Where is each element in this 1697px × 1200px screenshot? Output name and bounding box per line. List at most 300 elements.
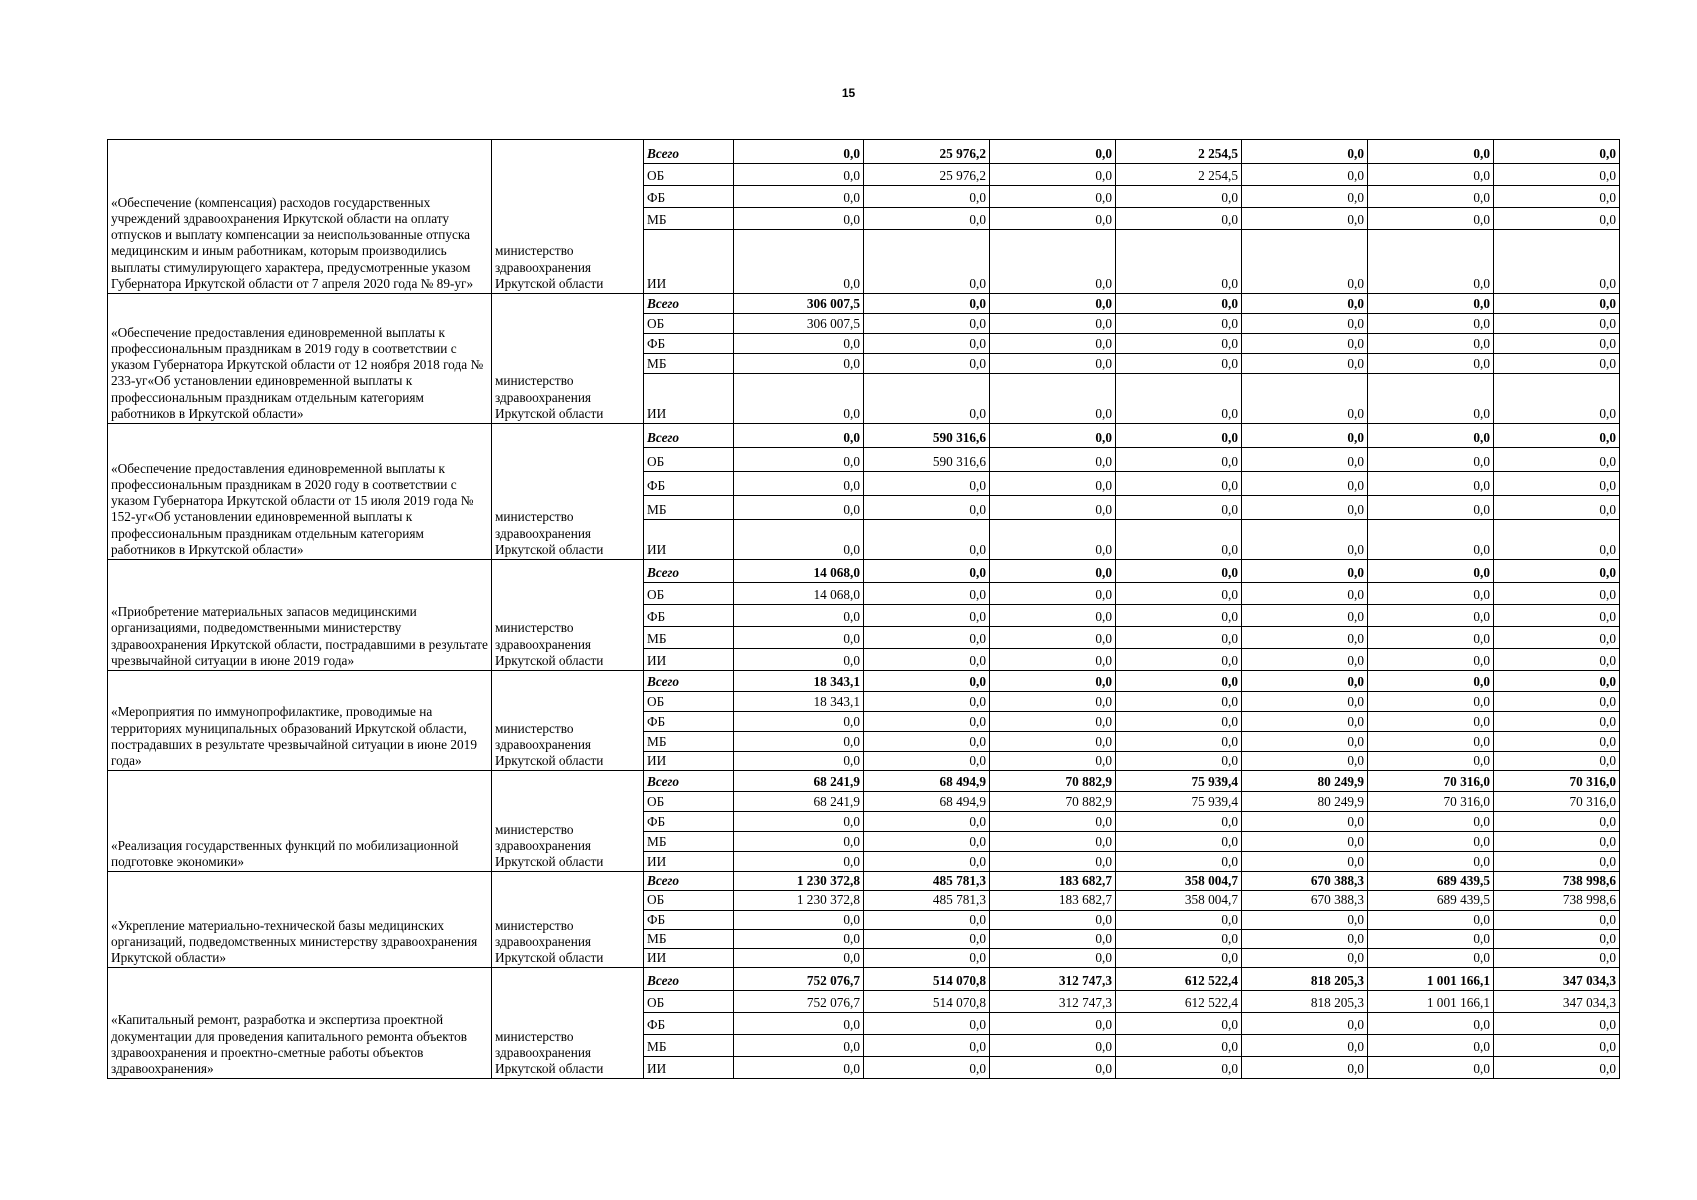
amount-cell: 0,0 xyxy=(1494,294,1620,314)
amount-cell: 1 001 166,1 xyxy=(1368,968,1494,991)
amount-cell: 0,0 xyxy=(734,812,864,832)
amount-cell: 0,0 xyxy=(1368,752,1494,771)
amount-cell: 0,0 xyxy=(734,605,864,627)
amount-cell: 0,0 xyxy=(734,354,864,374)
amount-cell: 358 004,7 xyxy=(1116,891,1242,910)
amount-cell: 0,0 xyxy=(1368,374,1494,424)
funding-source: ОБ xyxy=(644,692,734,712)
amount-cell: 0,0 xyxy=(864,1035,990,1057)
amount-cell: 689 439,5 xyxy=(1368,891,1494,910)
funding-source: Всего xyxy=(644,140,734,164)
amount-cell: 183 682,7 xyxy=(990,891,1116,910)
amount-cell: 0,0 xyxy=(990,448,1116,472)
funding-source: ФБ xyxy=(644,334,734,354)
amount-cell: 0,0 xyxy=(1494,520,1620,560)
amount-cell: 0,0 xyxy=(1368,712,1494,732)
amount-cell: 0,0 xyxy=(864,649,990,671)
amount-cell: 312 747,3 xyxy=(990,968,1116,991)
funding-source: МБ xyxy=(644,208,734,230)
amount-cell: 0,0 xyxy=(1116,732,1242,752)
amount-cell: 0,0 xyxy=(1368,1035,1494,1057)
amount-cell: 0,0 xyxy=(1242,712,1368,732)
amount-cell: 0,0 xyxy=(1116,520,1242,560)
amount-cell: 0,0 xyxy=(1116,448,1242,472)
amount-cell: 0,0 xyxy=(734,627,864,649)
table-row xyxy=(108,872,1620,891)
amount-cell: 0,0 xyxy=(1494,334,1620,354)
amount-cell: 0,0 xyxy=(1242,910,1368,929)
amount-cell: 0,0 xyxy=(734,496,864,520)
table-row xyxy=(108,560,1620,583)
amount-cell: 0,0 xyxy=(1494,354,1620,374)
measure-description: «Реализация государственных функций по мобилизационной подготовке экономики» xyxy=(108,771,492,872)
amount-cell: 818 205,3 xyxy=(1242,968,1368,991)
amount-cell: 0,0 xyxy=(1494,692,1620,712)
funding-source: ФБ xyxy=(644,1013,734,1035)
amount-cell: 0,0 xyxy=(990,230,1116,294)
amount-cell: 0,0 xyxy=(1368,354,1494,374)
amount-cell: 0,0 xyxy=(734,472,864,496)
amount-cell: 0,0 xyxy=(1116,812,1242,832)
amount-cell: 0,0 xyxy=(1116,208,1242,230)
amount-cell: 0,0 xyxy=(1494,832,1620,852)
amount-cell: 0,0 xyxy=(1116,496,1242,520)
amount-cell: 0,0 xyxy=(734,712,864,732)
amount-cell: 0,0 xyxy=(1116,852,1242,872)
page-number: 15 xyxy=(841,86,856,100)
measure-description: «Укрепление материально-технической базы медицинских организаций, подведомственных министерству здравоохранения Иркутской области» xyxy=(108,872,492,968)
funding-source: ИИ xyxy=(644,649,734,671)
amount-cell: 0,0 xyxy=(734,1013,864,1035)
amount-cell: 0,0 xyxy=(864,1057,990,1079)
funding-source: Всего xyxy=(644,771,734,792)
amount-cell: 0,0 xyxy=(864,812,990,832)
amount-cell: 0,0 xyxy=(1242,424,1368,448)
amount-cell: 0,0 xyxy=(864,1013,990,1035)
measure-description: «Мероприятия по иммунопрофилактике, проводимые на территориях муниципальных образований Иркутской области, пострадавших в результате чрезвычайной ситуации в июне 2019 года» xyxy=(108,671,492,771)
amount-cell: 0,0 xyxy=(1368,929,1494,948)
amount-cell: 0,0 xyxy=(990,496,1116,520)
amount-cell: 0,0 xyxy=(1494,852,1620,872)
amount-cell: 0,0 xyxy=(1116,314,1242,334)
amount-cell: 0,0 xyxy=(990,929,1116,948)
amount-cell: 0,0 xyxy=(864,692,990,712)
amount-cell: 0,0 xyxy=(1494,627,1620,649)
amount-cell: 0,0 xyxy=(990,560,1116,583)
amount-cell: 0,0 xyxy=(1116,1035,1242,1057)
amount-cell: 0,0 xyxy=(1242,334,1368,354)
amount-cell: 0,0 xyxy=(1242,1057,1368,1079)
amount-cell: 347 034,3 xyxy=(1494,991,1620,1013)
amount-cell: 0,0 xyxy=(1494,649,1620,671)
amount-cell: 0,0 xyxy=(1494,812,1620,832)
amount-cell: 0,0 xyxy=(864,230,990,294)
amount-cell: 738 998,6 xyxy=(1494,891,1620,910)
amount-cell: 68 241,9 xyxy=(734,771,864,792)
funding-source: ИИ xyxy=(644,752,734,771)
amount-cell: 70 882,9 xyxy=(990,771,1116,792)
amount-cell: 0,0 xyxy=(1242,294,1368,314)
amount-cell: 2 254,5 xyxy=(1116,164,1242,186)
amount-cell: 0,0 xyxy=(1242,164,1368,186)
amount-cell: 0,0 xyxy=(1368,424,1494,448)
amount-cell: 347 034,3 xyxy=(1494,968,1620,991)
funding-source: ИИ xyxy=(644,949,734,968)
amount-cell: 0,0 xyxy=(1116,649,1242,671)
amount-cell: 0,0 xyxy=(1494,583,1620,605)
funding-source: ОБ xyxy=(644,991,734,1013)
amount-cell: 0,0 xyxy=(1368,732,1494,752)
amount-cell: 0,0 xyxy=(734,448,864,472)
amount-cell: 0,0 xyxy=(1494,448,1620,472)
amount-cell: 0,0 xyxy=(990,140,1116,164)
table-row xyxy=(108,294,1620,314)
amount-cell: 0,0 xyxy=(864,354,990,374)
funding-source: ФБ xyxy=(644,712,734,732)
amount-cell: 670 388,3 xyxy=(1242,872,1368,891)
amount-cell: 0,0 xyxy=(1242,752,1368,771)
funding-source: Всего xyxy=(644,294,734,314)
amount-cell: 0,0 xyxy=(1116,354,1242,374)
amount-cell: 1 001 166,1 xyxy=(1368,991,1494,1013)
amount-cell: 0,0 xyxy=(1494,732,1620,752)
table-row xyxy=(108,771,1620,792)
responsible-executor: министерство здравоохранения Иркутской области xyxy=(492,968,644,1079)
amount-cell: 0,0 xyxy=(1494,424,1620,448)
amount-cell: 0,0 xyxy=(1242,583,1368,605)
amount-cell: 0,0 xyxy=(1242,472,1368,496)
amount-cell: 0,0 xyxy=(1116,230,1242,294)
amount-cell: 0,0 xyxy=(734,424,864,448)
amount-cell: 752 076,7 xyxy=(734,991,864,1013)
amount-cell: 514 070,8 xyxy=(864,991,990,1013)
amount-cell: 0,0 xyxy=(734,752,864,771)
amount-cell: 0,0 xyxy=(1494,208,1620,230)
amount-cell: 0,0 xyxy=(1368,692,1494,712)
amount-cell: 590 316,6 xyxy=(864,448,990,472)
amount-cell: 0,0 xyxy=(990,520,1116,560)
amount-cell: 0,0 xyxy=(1242,949,1368,968)
amount-cell: 0,0 xyxy=(1116,1013,1242,1035)
amount-cell: 0,0 xyxy=(1116,294,1242,314)
amount-cell: 0,0 xyxy=(990,852,1116,872)
measure-description: «Обеспечение предоставления единовременной выплаты к профессиональным праздникам в 2019 году в соответствии с указом Губернатора Иркутской области от 12 ноября 2018 года № 233-уг«Об установлении единовременной выплаты к профессиональным праздникам отдельным категориям работников в Иркутской области» xyxy=(108,294,492,424)
amount-cell: 0,0 xyxy=(1242,812,1368,832)
amount-cell: 18 343,1 xyxy=(734,692,864,712)
amount-cell: 0,0 xyxy=(734,929,864,948)
amount-cell: 0,0 xyxy=(1242,354,1368,374)
table-row xyxy=(108,968,1620,991)
amount-cell: 485 781,3 xyxy=(864,891,990,910)
amount-cell: 0,0 xyxy=(1494,496,1620,520)
budget-table xyxy=(107,139,1620,1079)
amount-cell: 306 007,5 xyxy=(734,314,864,334)
amount-cell: 70 316,0 xyxy=(1494,792,1620,812)
amount-cell: 738 998,6 xyxy=(1494,872,1620,891)
amount-cell: 0,0 xyxy=(1242,140,1368,164)
amount-cell: 0,0 xyxy=(1368,294,1494,314)
responsible-executor: министерство здравоохранения Иркутской области xyxy=(492,872,644,968)
amount-cell: 0,0 xyxy=(1494,374,1620,424)
amount-cell: 0,0 xyxy=(1368,852,1494,872)
amount-cell: 0,0 xyxy=(1116,605,1242,627)
amount-cell: 0,0 xyxy=(990,186,1116,208)
amount-cell: 0,0 xyxy=(734,186,864,208)
amount-cell: 0,0 xyxy=(1368,1013,1494,1035)
amount-cell: 0,0 xyxy=(864,560,990,583)
amount-cell: 25 976,2 xyxy=(864,140,990,164)
amount-cell: 0,0 xyxy=(864,949,990,968)
amount-cell: 485 781,3 xyxy=(864,872,990,891)
amount-cell: 0,0 xyxy=(990,832,1116,852)
amount-cell: 0,0 xyxy=(734,910,864,929)
amount-cell: 0,0 xyxy=(1242,627,1368,649)
amount-cell: 2 254,5 xyxy=(1116,140,1242,164)
funding-source: ОБ xyxy=(644,448,734,472)
amount-cell: 25 976,2 xyxy=(864,164,990,186)
amount-cell: 0,0 xyxy=(1116,929,1242,948)
measure-description: «Приобретение материальных запасов медицинскими организациями, подведомственными министерству здравоохранения Иркутской области, пострадавшими в результате чрезвычайной ситуации в июне 2019 года» xyxy=(108,560,492,671)
amount-cell: 0,0 xyxy=(1368,496,1494,520)
funding-source: ФБ xyxy=(644,186,734,208)
amount-cell: 68 241,9 xyxy=(734,792,864,812)
amount-cell: 689 439,5 xyxy=(1368,872,1494,891)
amount-cell: 0,0 xyxy=(1242,560,1368,583)
amount-cell: 0,0 xyxy=(1242,186,1368,208)
amount-cell: 0,0 xyxy=(1494,1035,1620,1057)
amount-cell: 670 388,3 xyxy=(1242,891,1368,910)
amount-cell: 0,0 xyxy=(734,208,864,230)
amount-cell: 68 494,9 xyxy=(864,771,990,792)
amount-cell: 0,0 xyxy=(734,334,864,354)
amount-cell: 0,0 xyxy=(1368,627,1494,649)
amount-cell: 14 068,0 xyxy=(734,560,864,583)
amount-cell: 0,0 xyxy=(1494,140,1620,164)
measure-description: «Обеспечение предоставления единовременной выплаты к профессиональным праздникам в 2020 году в соответствии с указом Губернатора Иркутской области от 15 июля 2019 года № 152-уг«Об установлении единовременной выплаты к профессиональным праздникам отдельным категориям работников в Иркутской области» xyxy=(108,424,492,560)
amount-cell: 0,0 xyxy=(990,208,1116,230)
amount-cell: 0,0 xyxy=(990,1057,1116,1079)
amount-cell: 0,0 xyxy=(1116,186,1242,208)
amount-cell: 0,0 xyxy=(1368,812,1494,832)
amount-cell: 0,0 xyxy=(1368,671,1494,692)
amount-cell: 0,0 xyxy=(990,812,1116,832)
amount-cell: 0,0 xyxy=(990,314,1116,334)
amount-cell: 183 682,7 xyxy=(990,872,1116,891)
amount-cell: 0,0 xyxy=(990,374,1116,424)
amount-cell: 0,0 xyxy=(990,354,1116,374)
amount-cell: 0,0 xyxy=(734,852,864,872)
amount-cell: 0,0 xyxy=(1368,832,1494,852)
amount-cell: 0,0 xyxy=(990,1035,1116,1057)
amount-cell: 1 230 372,8 xyxy=(734,872,864,891)
funding-source: ИИ xyxy=(644,852,734,872)
amount-cell: 0,0 xyxy=(1494,605,1620,627)
amount-cell: 358 004,7 xyxy=(1116,872,1242,891)
amount-cell: 0,0 xyxy=(1116,949,1242,968)
amount-cell: 0,0 xyxy=(1242,852,1368,872)
amount-cell: 0,0 xyxy=(1116,671,1242,692)
amount-cell: 0,0 xyxy=(1242,605,1368,627)
amount-cell: 0,0 xyxy=(990,424,1116,448)
amount-cell: 312 747,3 xyxy=(990,991,1116,1013)
amount-cell: 0,0 xyxy=(734,949,864,968)
amount-cell: 0,0 xyxy=(864,294,990,314)
funding-source: Всего xyxy=(644,968,734,991)
amount-cell: 0,0 xyxy=(1368,314,1494,334)
amount-cell: 0,0 xyxy=(1242,929,1368,948)
amount-cell: 0,0 xyxy=(1116,1057,1242,1079)
responsible-executor: министерство здравоохранения Иркутской области xyxy=(492,560,644,671)
amount-cell: 0,0 xyxy=(734,230,864,294)
amount-cell: 75 939,4 xyxy=(1116,771,1242,792)
table-row xyxy=(108,424,1620,448)
amount-cell: 0,0 xyxy=(1494,752,1620,771)
amount-cell: 0,0 xyxy=(990,164,1116,186)
amount-cell: 0,0 xyxy=(990,712,1116,732)
amount-cell: 0,0 xyxy=(990,692,1116,712)
amount-cell: 0,0 xyxy=(1368,520,1494,560)
amount-cell: 0,0 xyxy=(1242,230,1368,294)
amount-cell: 0,0 xyxy=(1494,164,1620,186)
amount-cell: 0,0 xyxy=(864,186,990,208)
amount-cell: 0,0 xyxy=(1368,186,1494,208)
amount-cell: 0,0 xyxy=(990,910,1116,929)
amount-cell: 0,0 xyxy=(864,752,990,771)
funding-source: Всего xyxy=(644,872,734,891)
amount-cell: 0,0 xyxy=(1116,692,1242,712)
amount-cell: 0,0 xyxy=(1368,649,1494,671)
amount-cell: 612 522,4 xyxy=(1116,991,1242,1013)
amount-cell: 0,0 xyxy=(864,314,990,334)
amount-cell: 0,0 xyxy=(734,164,864,186)
amount-cell: 0,0 xyxy=(1368,1057,1494,1079)
funding-source: МБ xyxy=(644,627,734,649)
amount-cell: 0,0 xyxy=(1494,1057,1620,1079)
amount-cell: 0,0 xyxy=(1368,949,1494,968)
amount-cell: 0,0 xyxy=(990,671,1116,692)
amount-cell: 0,0 xyxy=(1116,627,1242,649)
amount-cell: 0,0 xyxy=(1494,712,1620,732)
funding-source: ОБ xyxy=(644,164,734,186)
table-row xyxy=(108,140,1620,164)
amount-cell: 0,0 xyxy=(1242,671,1368,692)
funding-source: ОБ xyxy=(644,314,734,334)
responsible-executor: министерство здравоохранения Иркутской области xyxy=(492,140,644,294)
amount-cell: 0,0 xyxy=(1242,1013,1368,1035)
amount-cell: 0,0 xyxy=(734,374,864,424)
funding-source: Всего xyxy=(644,671,734,692)
amount-cell: 0,0 xyxy=(1368,605,1494,627)
amount-cell: 0,0 xyxy=(864,208,990,230)
amount-cell: 70 316,0 xyxy=(1494,771,1620,792)
amount-cell: 0,0 xyxy=(1368,448,1494,472)
funding-source: ФБ xyxy=(644,910,734,929)
amount-cell: 0,0 xyxy=(1494,472,1620,496)
amount-cell: 0,0 xyxy=(1242,374,1368,424)
amount-cell: 0,0 xyxy=(864,732,990,752)
amount-cell: 0,0 xyxy=(864,712,990,732)
responsible-executor: министерство здравоохранения Иркутской области xyxy=(492,294,644,424)
amount-cell: 0,0 xyxy=(1494,1013,1620,1035)
amount-cell: 0,0 xyxy=(864,627,990,649)
funding-source: ОБ xyxy=(644,891,734,910)
amount-cell: 0,0 xyxy=(990,752,1116,771)
amount-cell: 0,0 xyxy=(734,732,864,752)
amount-cell: 0,0 xyxy=(864,334,990,354)
amount-cell: 0,0 xyxy=(1368,164,1494,186)
amount-cell: 80 249,9 xyxy=(1242,792,1368,812)
funding-source: Всего xyxy=(644,560,734,583)
amount-cell: 0,0 xyxy=(990,583,1116,605)
amount-cell: 0,0 xyxy=(734,1035,864,1057)
funding-source: ОБ xyxy=(644,792,734,812)
amount-cell: 0,0 xyxy=(864,520,990,560)
amount-cell: 0,0 xyxy=(1116,910,1242,929)
amount-cell: 0,0 xyxy=(1116,374,1242,424)
amount-cell: 0,0 xyxy=(864,832,990,852)
amount-cell: 0,0 xyxy=(1116,583,1242,605)
funding-source: МБ xyxy=(644,929,734,948)
amount-cell: 0,0 xyxy=(1242,448,1368,472)
funding-source: МБ xyxy=(644,496,734,520)
amount-cell: 0,0 xyxy=(1494,671,1620,692)
amount-cell: 0,0 xyxy=(864,583,990,605)
funding-source: МБ xyxy=(644,354,734,374)
funding-source: ИИ xyxy=(644,374,734,424)
funding-source: ИИ xyxy=(644,520,734,560)
funding-source: ФБ xyxy=(644,812,734,832)
amount-cell: 18 343,1 xyxy=(734,671,864,692)
amount-cell: 0,0 xyxy=(1368,230,1494,294)
amount-cell: 0,0 xyxy=(990,294,1116,314)
responsible-executor: министерство здравоохранения Иркутской области xyxy=(492,771,644,872)
amount-cell: 0,0 xyxy=(1242,732,1368,752)
amount-cell: 0,0 xyxy=(1368,140,1494,164)
amount-cell: 590 316,6 xyxy=(864,424,990,448)
amount-cell: 0,0 xyxy=(734,520,864,560)
amount-cell: 818 205,3 xyxy=(1242,991,1368,1013)
amount-cell: 0,0 xyxy=(1494,929,1620,948)
measure-description: «Капитальный ремонт, разработка и экспертиза проектной документации для проведения капитального ремонта объектов здравоохранения и проектно-сметные работы объектов здравоохранения» xyxy=(108,968,492,1079)
amount-cell: 70 882,9 xyxy=(990,792,1116,812)
amount-cell: 0,0 xyxy=(1242,496,1368,520)
amount-cell: 0,0 xyxy=(734,649,864,671)
amount-cell: 0,0 xyxy=(990,732,1116,752)
funding-source: ФБ xyxy=(644,605,734,627)
amount-cell: 0,0 xyxy=(864,671,990,692)
amount-cell: 0,0 xyxy=(864,472,990,496)
amount-cell: 0,0 xyxy=(1494,230,1620,294)
amount-cell: 514 070,8 xyxy=(864,968,990,991)
amount-cell: 752 076,7 xyxy=(734,968,864,991)
amount-cell: 0,0 xyxy=(864,605,990,627)
amount-cell: 0,0 xyxy=(1116,832,1242,852)
table-row xyxy=(108,671,1620,692)
amount-cell: 70 316,0 xyxy=(1368,771,1494,792)
amount-cell: 80 249,9 xyxy=(1242,771,1368,792)
amount-cell: 0,0 xyxy=(990,949,1116,968)
amount-cell: 0,0 xyxy=(734,140,864,164)
amount-cell: 0,0 xyxy=(864,929,990,948)
amount-cell: 0,0 xyxy=(1116,334,1242,354)
amount-cell: 0,0 xyxy=(1242,692,1368,712)
amount-cell: 0,0 xyxy=(1494,186,1620,208)
amount-cell: 0,0 xyxy=(1368,334,1494,354)
funding-source: МБ xyxy=(644,1035,734,1057)
amount-cell: 1 230 372,8 xyxy=(734,891,864,910)
amount-cell: 0,0 xyxy=(990,1013,1116,1035)
amount-cell: 306 007,5 xyxy=(734,294,864,314)
